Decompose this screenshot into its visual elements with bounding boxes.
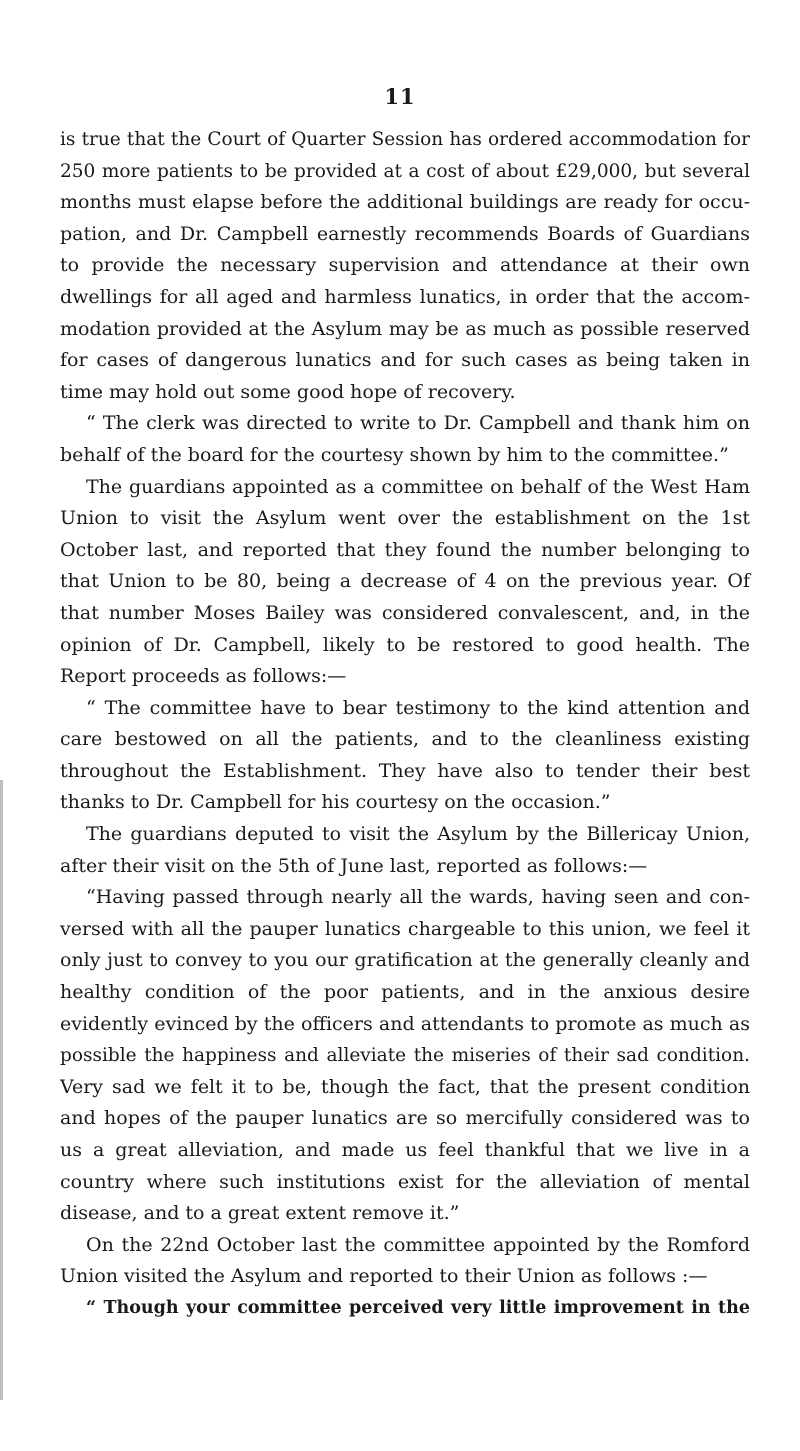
text-line: behalf of the board for the courtesy shown by him to the committee.” bbox=[60, 443, 729, 466]
text-line: Very sad we felt it to be, though the fact, that the present condition bbox=[60, 1075, 750, 1098]
text-line: On the 22nd October last the committee appointed by the Romford bbox=[86, 1233, 750, 1256]
text-line: October last, and reported that they found the number belonging to bbox=[60, 538, 750, 561]
text-line: that Union to be 80, being a decrease of 4 on the previous year. Of bbox=[60, 570, 750, 593]
text-line: The guardians deputed to visit the Asylum by the Billericay Union, bbox=[86, 823, 750, 846]
text-line: Union visited the Asylum and reported to their Union as follows :— bbox=[60, 1265, 708, 1288]
text-line: is true that the Court of Quarter Session has ordered accommodation for bbox=[60, 129, 750, 150]
text-line: throughout the Establishment. They have also to tender their best bbox=[60, 759, 750, 782]
text-line: and hopes of the pauper lunatics are so mercifully considered was to bbox=[60, 1107, 750, 1130]
text-line: us a great alleviation, and made us feel thankful that we live in a bbox=[60, 1139, 750, 1161]
text-line: evidently evinced by the officers and attendants to promote as much as bbox=[60, 1012, 750, 1035]
text-line: healthy condition of the poor patients, and in the anxious desire bbox=[60, 981, 750, 1004]
text-line: months must elapse before the additional buildings are ready for occu- bbox=[60, 191, 750, 214]
text-line: modation provided at the Asylum may be as much as possible reserved bbox=[60, 317, 750, 340]
text-line: versed with all the pauper lunatics chargeable to this union, we feel it bbox=[60, 917, 750, 940]
text-line: to provide the necessary supervision and attendance at their own bbox=[60, 254, 750, 277]
text-line: country where such institutions exist for the alleviation of mental bbox=[60, 1170, 750, 1193]
text-line: opinion of Dr. Campbell, likely to be restored to good health. The bbox=[60, 633, 750, 656]
page-number: 11 bbox=[384, 84, 416, 109]
text-line: pation, and Dr. Campbell earnestly recommends Boards of Guardians bbox=[60, 222, 750, 245]
text-line: disease, and to a great extent remove it.” bbox=[60, 1202, 460, 1225]
text-line: dwellings for all aged and harmless lunatics, in order that the accom- bbox=[60, 285, 750, 308]
text-line: only just to convey to you our gratification at the generally cleanly and bbox=[60, 949, 750, 972]
text-line: that number Moses Bailey was considered convalescent, and, in the bbox=[60, 601, 750, 624]
text-line: Union to visit the Asylum went over the establishment on the 1st bbox=[60, 507, 750, 530]
text-line: for cases of dangerous lunatics and for such cases as being taken in bbox=[60, 349, 750, 372]
text-line: Report proceeds as follows:— bbox=[60, 665, 347, 688]
text-line: “ Though your committee perceived very little improvement in the bbox=[86, 1297, 750, 1318]
text-line: “ The clerk was directed to write to Dr. Campbell and thank him on bbox=[86, 412, 750, 435]
text-line: The guardians appointed as a committee on behalf of the West Ham bbox=[86, 475, 750, 498]
text-line: “ The committee have to bear testimony to the kind attention and bbox=[86, 696, 750, 719]
text-line: “Having passed through nearly all the wards, having seen and con- bbox=[86, 886, 750, 909]
text-line: 250 more patients to be provided at a cost of about £29,000, but several bbox=[60, 160, 750, 182]
text-line: thanks to Dr. Campbell for his courtesy on the occasion.” bbox=[60, 791, 611, 814]
body-text bbox=[60, 124, 750, 1325]
text-line: time may hold out some good hope of recovery. bbox=[60, 380, 516, 403]
text-line: care bestowed on all the patients, and to the cleanliness existing bbox=[60, 728, 750, 751]
text-line: possible the happiness and alleviate the miseries of their sad condition. bbox=[60, 1045, 750, 1067]
binding-edge-mark bbox=[0, 780, 3, 1400]
text-line: after their visit on the 5th of June last, reported as follows:— bbox=[60, 854, 648, 877]
